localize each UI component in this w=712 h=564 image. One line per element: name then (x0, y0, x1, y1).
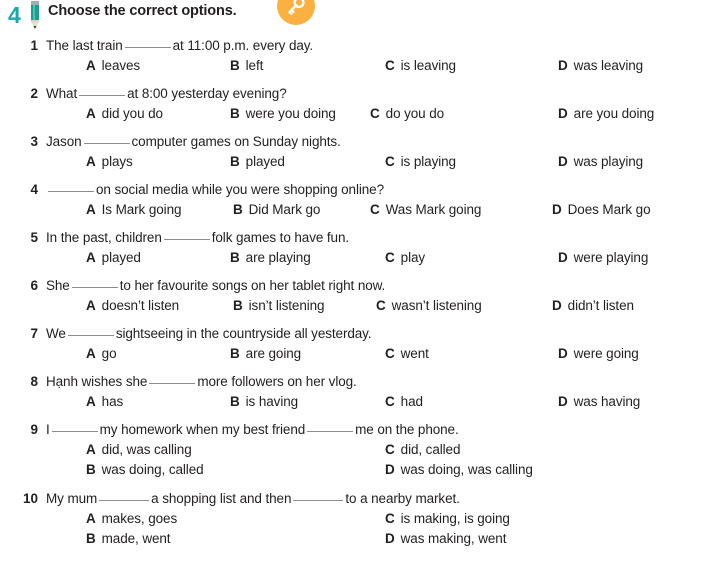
question-number: 5 (30, 230, 38, 245)
option-letter: D (385, 462, 395, 477)
question-number: 10 (22, 491, 38, 506)
question-list (0, 36, 712, 549)
question-number: 8 (30, 374, 38, 389)
option-text: made, went (101, 531, 171, 546)
option-text: had (400, 394, 423, 409)
option-text: did, was calling (101, 442, 192, 457)
option-letter: B (86, 531, 96, 546)
option-letter: C (385, 511, 395, 526)
option-row (46, 200, 712, 219)
option-text: is playing (400, 154, 456, 169)
option-c[interactable] (376, 296, 482, 315)
option-a[interactable] (86, 509, 177, 528)
option-row (46, 392, 712, 411)
option-text: leaves (101, 58, 141, 73)
question-sentence (46, 36, 712, 55)
sentence-after: at 8:00 yesterday evening? (127, 86, 287, 101)
option-letter: D (558, 106, 568, 121)
option-text: is having (245, 394, 299, 409)
option-text: was doing, was calling (400, 462, 533, 477)
option-letter: C (385, 346, 395, 361)
sentence-after: sightseeing in the countryside all yesterday. (115, 326, 372, 341)
exercise-number: 4 (8, 2, 21, 28)
option-row (46, 56, 712, 75)
option-b[interactable] (86, 529, 170, 548)
question-item (0, 180, 712, 219)
option-letter: C (385, 394, 395, 409)
answer-blank[interactable] (293, 500, 343, 501)
key-badge (277, 0, 315, 25)
question-sentence (46, 84, 712, 103)
answer-blank[interactable] (99, 500, 149, 501)
sentence-after: at 11:00 p.m. every day. (172, 38, 314, 53)
sentence-after: more followers on her vlog. (197, 374, 357, 389)
option-row (46, 152, 712, 171)
option-letter: A (86, 346, 96, 361)
option-letter: D (558, 154, 568, 169)
option-text: do you do (385, 106, 445, 121)
option-text: played (101, 250, 141, 265)
option-text: plays (101, 154, 133, 169)
option-c[interactable] (385, 248, 425, 267)
option-letter: A (86, 106, 96, 121)
option-b[interactable] (230, 392, 298, 411)
question-sentence (46, 372, 712, 391)
option-letter: B (230, 250, 240, 265)
question-sentence (46, 420, 712, 439)
option-d[interactable] (385, 529, 506, 548)
question-number: 2 (30, 86, 38, 101)
sentence-before: Hạnh wishes she (46, 374, 148, 389)
option-letter: B (230, 58, 240, 73)
option-text: was doing, called (101, 462, 204, 477)
option-text: Did Mark go (248, 202, 321, 217)
option-a[interactable] (86, 248, 141, 267)
option-d[interactable] (552, 296, 634, 315)
option-b[interactable] (86, 460, 204, 479)
answer-blank[interactable] (84, 143, 130, 144)
question-sentence (46, 489, 712, 508)
option-text: Was Mark going (385, 202, 482, 217)
question-sentence (46, 228, 712, 247)
sentence-before: Jason (46, 134, 82, 149)
exercise-title: Choose the correct options. (48, 3, 237, 19)
option-letter: B (230, 154, 240, 169)
answer-blank[interactable] (79, 95, 125, 96)
option-a[interactable] (86, 152, 133, 171)
option-c[interactable] (385, 152, 456, 171)
option-row (46, 248, 712, 267)
option-letter: D (552, 202, 562, 217)
option-c[interactable] (385, 440, 460, 459)
sentence-after: me on the phone. (355, 422, 459, 437)
sentence-middle: my homework when my best friend (99, 422, 306, 437)
option-b[interactable] (233, 200, 320, 219)
option-letter: B (233, 202, 243, 217)
sentence-after: folk games to have fun. (211, 230, 350, 245)
option-text: are playing (245, 250, 311, 265)
option-text: was having (573, 394, 641, 409)
question-item (0, 228, 712, 267)
sentence-before: She (46, 278, 70, 293)
option-c[interactable] (385, 56, 456, 75)
answer-blank[interactable] (52, 431, 98, 432)
option-grid (46, 509, 712, 549)
answer-blank[interactable] (72, 287, 118, 288)
option-d[interactable] (558, 56, 643, 75)
option-d[interactable] (558, 152, 643, 171)
option-text: is making, is going (400, 511, 510, 526)
option-text: isn’t listening (248, 298, 325, 313)
question-number: 1 (30, 38, 38, 53)
answer-blank[interactable] (164, 239, 210, 240)
option-b[interactable] (233, 296, 324, 315)
option-row (46, 104, 712, 123)
option-letter: B (230, 394, 240, 409)
option-a[interactable] (86, 344, 116, 363)
option-letter: C (385, 442, 395, 457)
question-item (0, 84, 712, 123)
option-text: played (245, 154, 285, 169)
question-number: 9 (30, 422, 38, 437)
option-grid (46, 440, 712, 480)
option-letter: D (558, 394, 568, 409)
question-number: 6 (30, 278, 38, 293)
option-text: didn’t listen (567, 298, 634, 313)
option-letter: C (385, 250, 395, 265)
option-row (46, 344, 712, 363)
question-item (0, 132, 712, 171)
option-text: is leaving (400, 58, 456, 73)
option-text: wasn’t listening (391, 298, 482, 313)
option-b[interactable] (230, 344, 301, 363)
question-sentence (46, 324, 712, 343)
option-a[interactable] (86, 392, 123, 411)
answer-blank[interactable] (149, 383, 195, 384)
option-letter: A (86, 394, 96, 409)
option-b[interactable] (230, 248, 311, 267)
option-letter: D (558, 58, 568, 73)
option-letter: C (385, 58, 395, 73)
sentence-before: I (46, 422, 50, 437)
option-d[interactable] (385, 460, 533, 479)
sentence-after: on social media while you were shopping online? (96, 182, 384, 197)
option-letter: D (552, 298, 562, 313)
option-text: go (101, 346, 117, 361)
option-text: were going (573, 346, 639, 361)
option-text: Does Mark go (567, 202, 651, 217)
option-a[interactable] (86, 296, 179, 315)
option-letter: A (86, 202, 96, 217)
option-d[interactable] (552, 200, 651, 219)
exercise-header (0, 0, 712, 30)
option-text: was leaving (573, 58, 644, 73)
option-text: did you do (101, 106, 163, 121)
option-letter: B (233, 298, 243, 313)
option-letter: D (558, 346, 568, 361)
option-text: were playing (573, 250, 649, 265)
question-sentence (46, 276, 712, 295)
question-number: 3 (30, 134, 38, 149)
option-c[interactable] (385, 344, 429, 363)
option-a[interactable] (86, 104, 163, 123)
option-letter: A (86, 298, 96, 313)
option-d[interactable] (558, 344, 639, 363)
option-letter: B (230, 346, 240, 361)
option-c[interactable] (385, 509, 510, 528)
question-number: 7 (30, 326, 38, 341)
option-letter: A (86, 442, 96, 457)
option-b[interactable] (230, 56, 263, 75)
option-text: has (101, 394, 124, 409)
question-item (0, 420, 712, 480)
option-b[interactable] (230, 152, 285, 171)
option-letter: A (86, 154, 96, 169)
option-text: makes, goes (101, 511, 178, 526)
option-letter: A (86, 250, 96, 265)
option-text: did, called (400, 442, 461, 457)
option-d[interactable] (558, 248, 648, 267)
answer-blank[interactable] (48, 191, 94, 192)
option-b[interactable] (230, 104, 336, 123)
option-letter: C (385, 154, 395, 169)
sentence-middle: a shopping list and then (151, 491, 292, 506)
option-c[interactable] (385, 392, 423, 411)
option-text: was making, went (400, 531, 507, 546)
option-letter: A (86, 58, 96, 73)
question-number: 4 (30, 182, 38, 197)
answer-blank[interactable] (307, 431, 353, 432)
sentence-after: computer games on Sunday nights. (131, 134, 341, 149)
option-c[interactable] (370, 104, 444, 123)
option-text: are going (245, 346, 302, 361)
option-text: are you doing (573, 106, 655, 121)
option-a[interactable] (86, 200, 181, 219)
option-text: went (400, 346, 429, 361)
option-d[interactable] (558, 392, 640, 411)
option-letter: A (86, 511, 96, 526)
sentence-after: to her favourite songs on her tablet right now. (119, 278, 386, 293)
option-row (46, 296, 712, 315)
option-a[interactable] (86, 440, 192, 459)
option-text: doesn’t listen (101, 298, 180, 313)
sentence-after: to a nearby market. (345, 491, 460, 506)
question-item (0, 324, 712, 363)
option-c[interactable] (370, 200, 481, 219)
question-sentence (46, 132, 712, 151)
option-d[interactable] (558, 104, 654, 123)
option-text: left (245, 58, 264, 73)
sentence-before: What (46, 86, 78, 101)
option-text: were you doing (245, 106, 336, 121)
question-sentence (46, 180, 712, 199)
option-letter: B (86, 462, 96, 477)
pencil-icon (28, 0, 42, 30)
answer-blank[interactable] (68, 335, 114, 336)
sentence-before: The last train (46, 38, 123, 53)
option-letter: C (370, 202, 380, 217)
option-letter: D (558, 250, 568, 265)
question-item (0, 276, 712, 315)
option-text: was playing (573, 154, 644, 169)
option-letter: C (376, 298, 386, 313)
key-icon (286, 0, 306, 16)
option-a[interactable] (86, 56, 140, 75)
sentence-before: My mum (46, 491, 98, 506)
answer-blank[interactable] (125, 47, 171, 48)
option-letter: B (230, 106, 240, 121)
option-text: Is Mark going (101, 202, 182, 217)
question-item (0, 489, 712, 549)
sentence-before: We (46, 326, 66, 341)
question-item (0, 372, 712, 411)
option-letter: D (385, 531, 395, 546)
option-letter: C (370, 106, 380, 121)
sentence-before: In the past, children (46, 230, 162, 245)
option-text: play (400, 250, 426, 265)
question-item (0, 36, 712, 75)
